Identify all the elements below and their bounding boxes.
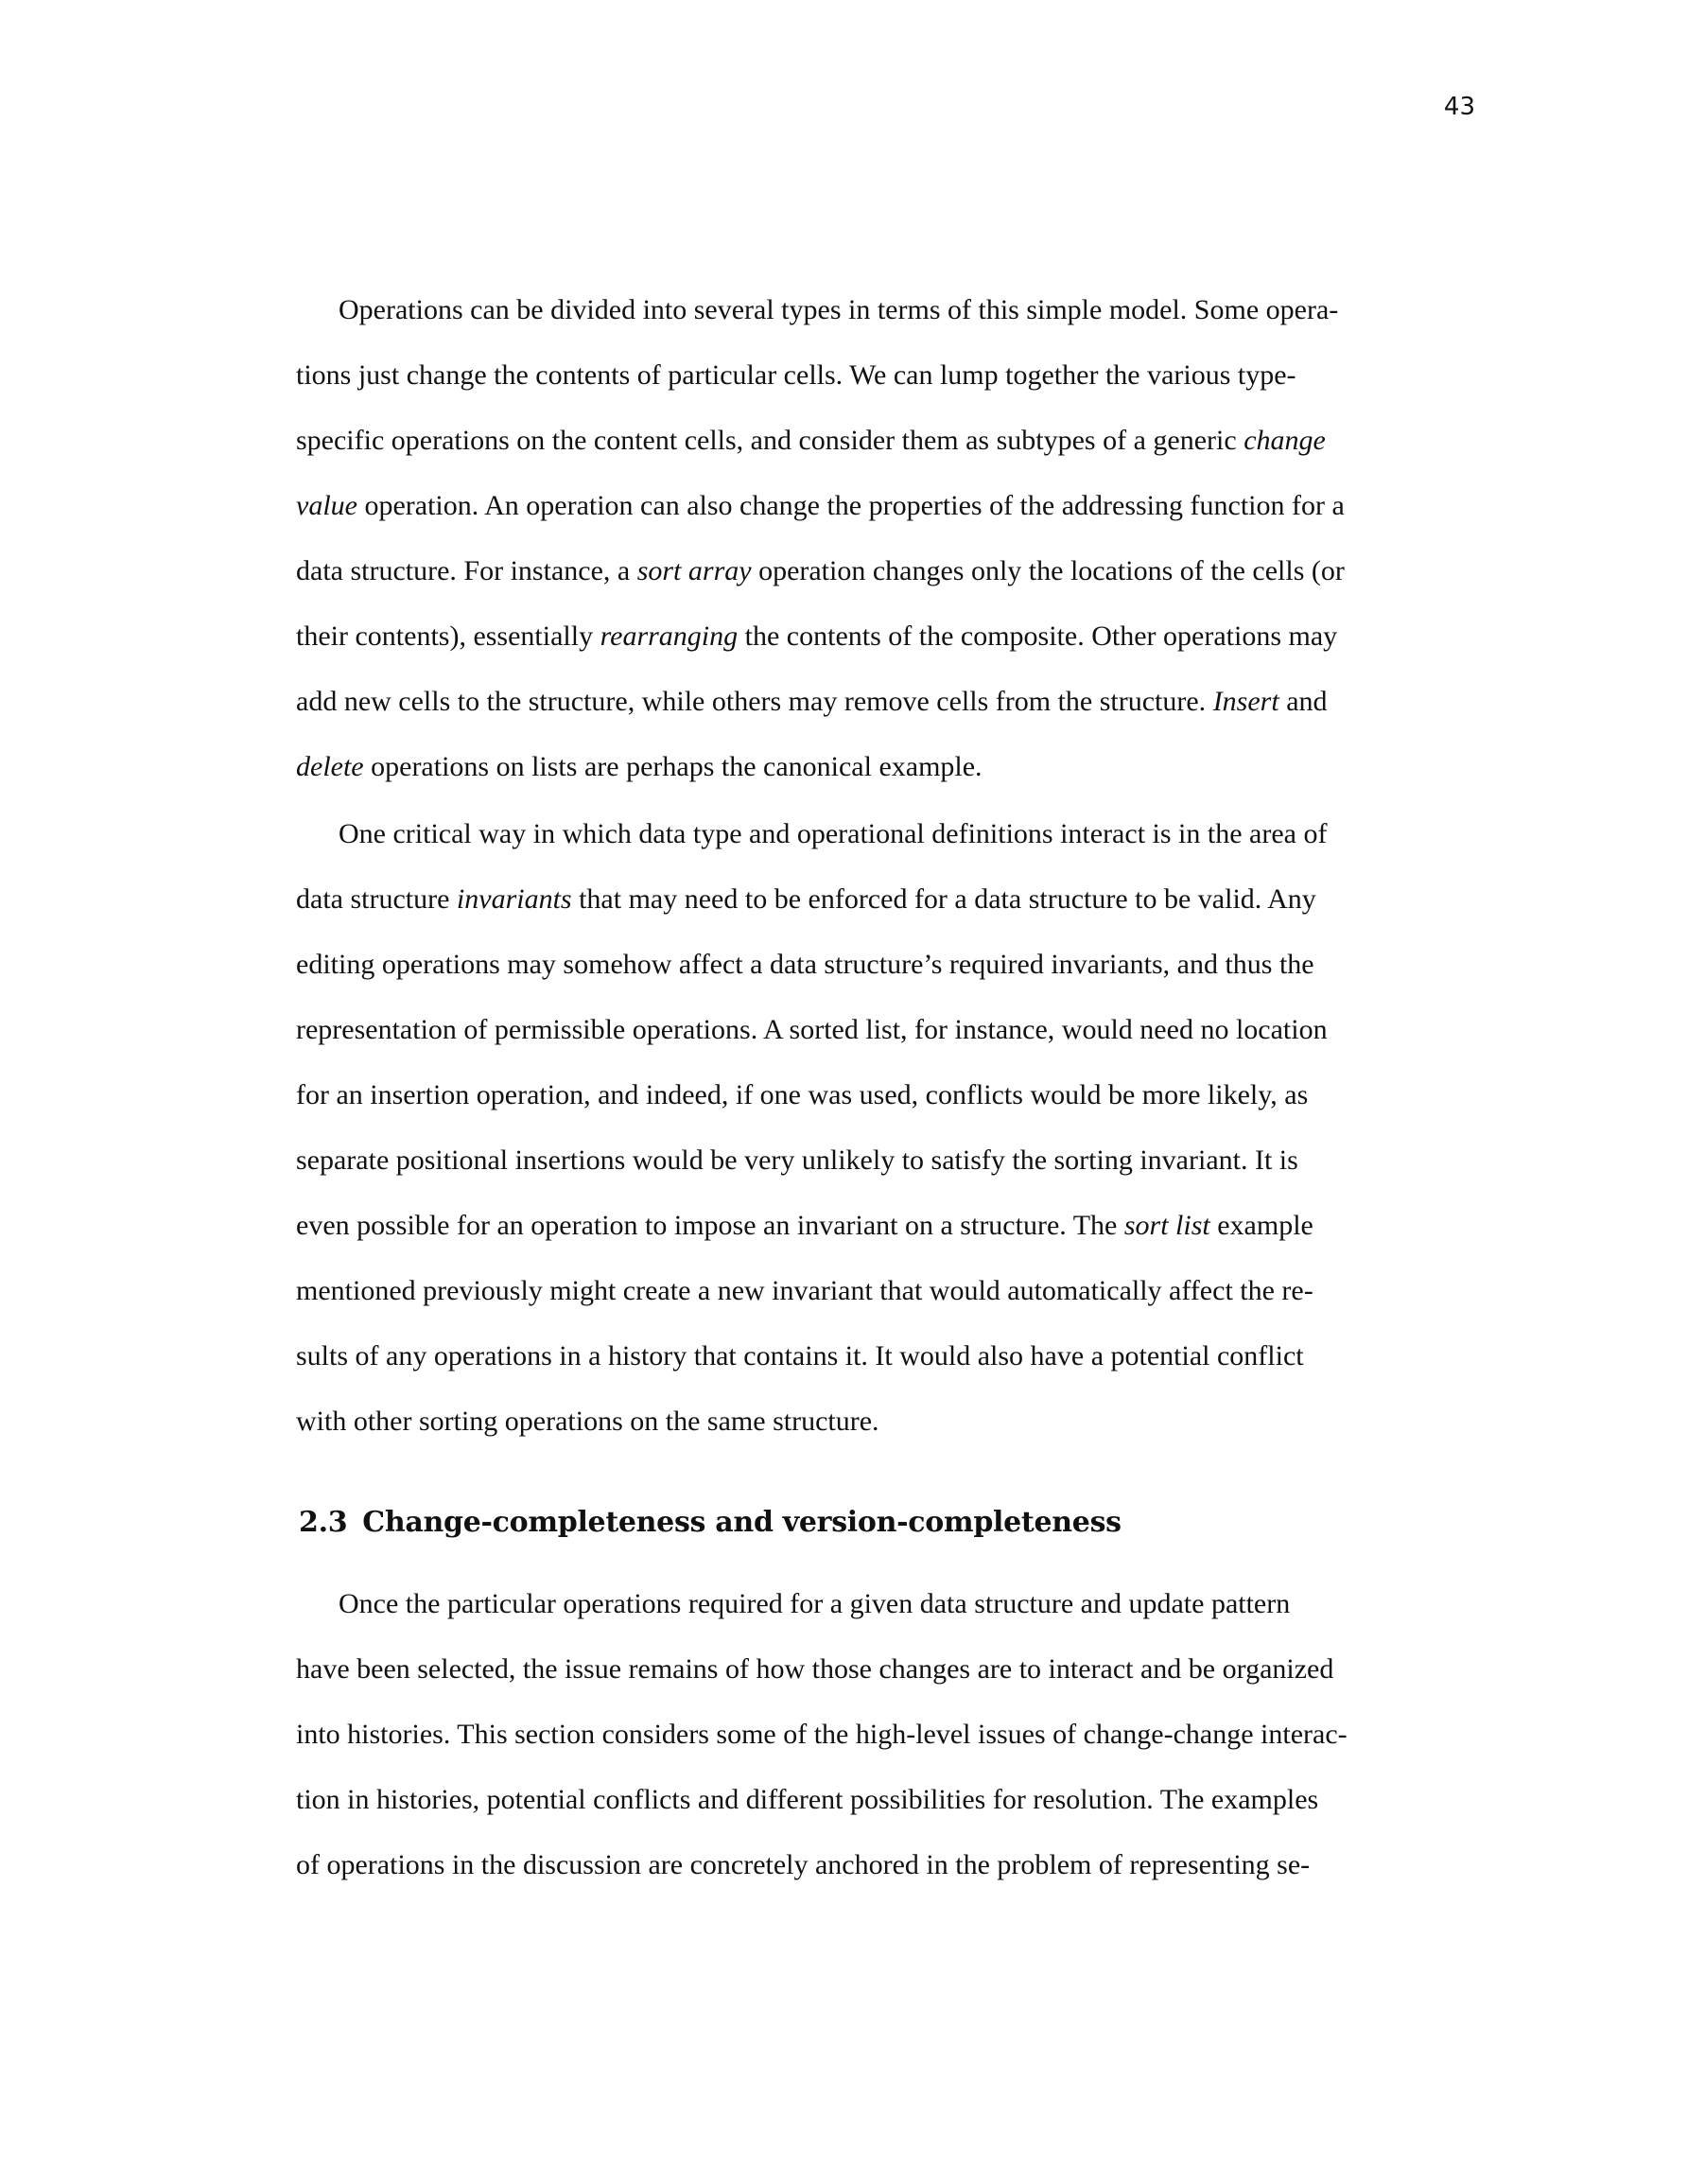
italic-term: change — [1244, 425, 1326, 456]
text-line — [296, 751, 983, 816]
text-run: sults of any operations in a history that contains it. It would also have a potential conflict — [296, 1340, 1304, 1372]
text-run: with other sorting operations on the same structure. — [296, 1406, 879, 1437]
text-run: Operations can be divided into several types in terms of this simple model. Some opera- — [339, 294, 1339, 325]
text-run: add new cells to the structure, while others may remove cells from the structure. — [296, 686, 1213, 717]
italic-term: value — [296, 490, 357, 521]
text-run: for an insertion operation, and indeed, if one was used, conflicts would be more likely, as — [296, 1079, 1309, 1110]
text-run: operation changes only the locations of the cells (or — [751, 555, 1345, 586]
text-line — [339, 1588, 1290, 1653]
section-title: Change-completeness and version-completeness — [362, 1506, 1122, 1539]
text-line — [296, 359, 1296, 425]
text-line — [296, 1784, 1318, 1849]
text-run: representation of permissible operations. A sorted list, for instance, would need no location — [296, 1014, 1328, 1045]
text-run: example — [1209, 1210, 1313, 1241]
italic-term: sort list — [1123, 1210, 1210, 1241]
text-run: of operations in the discussion are concretely anchored in the problem of representing se- — [296, 1849, 1311, 1880]
text-run: even possible for an operation to impose an invariant on a structure. The — [296, 1210, 1124, 1241]
text-run: tion in histories, potential conflicts and different possibilities for resolution. The examples — [296, 1784, 1319, 1815]
italic-term: sort array — [636, 555, 752, 586]
text-line — [296, 1210, 1313, 1275]
text-run: their contents), essentially — [296, 620, 600, 652]
text-run: the contents of the composite. Other operations may — [738, 620, 1338, 652]
text-run: Once the particular operations required for a given data structure and update pattern — [339, 1588, 1291, 1619]
text-line — [296, 1406, 879, 1471]
text-line — [296, 620, 1337, 686]
text-line — [296, 1014, 1328, 1079]
text-run: operation. An operation can also change the properties of the addressing function for a — [357, 490, 1345, 521]
text-run: One critical way in which data type and operational definitions interact is in the area of — [339, 818, 1328, 849]
italic-term: delete — [296, 751, 364, 782]
text-line — [296, 1719, 1348, 1784]
text-line — [296, 883, 1316, 949]
text-line — [296, 949, 1314, 1014]
text-line — [296, 490, 1345, 555]
text-run: operations on lists are perhaps the canonical example. — [363, 751, 983, 782]
italic-term: Insert — [1212, 686, 1279, 717]
section-number: 2.3 — [299, 1506, 348, 1539]
text-line — [296, 1340, 1304, 1406]
text-run: specific operations on the content cells, and consider them as subtypes of a generic — [296, 425, 1244, 456]
text-run: data structure. For instance, a — [296, 555, 637, 586]
text-run: that may need to be enforced for a data structure to be valid. Any — [571, 883, 1316, 915]
text-line — [296, 1144, 1298, 1210]
text-line — [296, 686, 1328, 751]
italic-term: invariants — [456, 883, 572, 915]
text-run: mentioned previously might create a new invariant that would automatically affect the re- — [296, 1275, 1313, 1306]
text-run: separate positional insertions would be very unlikely to satisfy the sorting invariant. It is — [296, 1144, 1298, 1176]
text-line — [296, 425, 1326, 490]
text-run: into histories. This section considers some of the high-level issues of change-change interac- — [296, 1719, 1348, 1750]
text-line — [296, 555, 1345, 620]
page-number: 43 — [1443, 93, 1475, 121]
text-run: data structure — [296, 883, 457, 915]
text-line — [296, 1079, 1308, 1144]
text-run: and — [1278, 686, 1328, 717]
text-run: editing operations may somehow affect a data structure’s required invariants, and thus the — [296, 949, 1314, 980]
text-line — [296, 1849, 1310, 1914]
section-heading — [299, 1505, 1122, 1541]
text-run: tions just change the contents of particular cells. We can lump together the various type- — [296, 359, 1296, 391]
italic-term: rearranging — [600, 620, 739, 652]
text-line — [296, 1653, 1333, 1719]
text-run: have been selected, the issue remains of how those changes are to interact and be organized — [296, 1653, 1334, 1685]
text-line — [296, 1275, 1313, 1340]
text-line — [339, 818, 1327, 883]
text-line — [339, 294, 1338, 359]
